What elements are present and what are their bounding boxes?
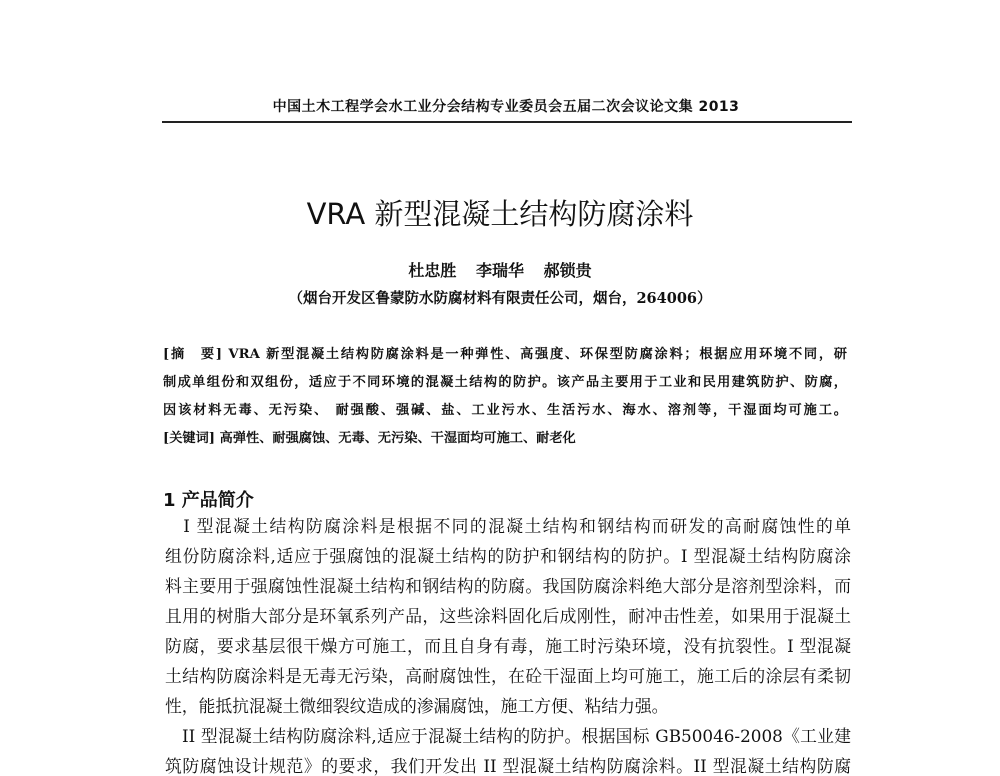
body-line: 组份防腐涂料,适应于强腐蚀的混凝土结构的防护和钢结构的防护。I 型混凝土结构防腐涂 bbox=[165, 546, 851, 566]
running-header: 中国土木工程学会水工业分会结构专业委员会五届二次会议论文集 2013 bbox=[272, 99, 740, 115]
body-line: 且用的树脂大部分是环氧系列产品，这些涂料固化后成刚性，耐冲击性差，如果用于混凝土 bbox=[165, 606, 851, 626]
keywords: [关键词] 高弹性、耐强腐蚀、无毒、无污染、干湿面均可施工、耐老化 bbox=[163, 431, 576, 446]
body-line: 筑防腐蚀设计规范》的要求，我们开发出 II 型混凝土结构防腐涂料。II 型混凝土结构防腐 bbox=[165, 756, 851, 776]
body-line: 性，能抵抗混凝土微细裂纹造成的渗漏腐蚀，施工方便、粘结力强。 bbox=[165, 696, 669, 716]
abstract-line: 因该材料无毒、无污染、 耐强酸、强碱、盐、工业污水、生活污水、海水、溶剂等，干湿面均可施工。 bbox=[163, 403, 847, 418]
body-line: II 型混凝土结构防腐涂料,适应于混凝土结构的防护。根据国标 GB50046-2008《工业建 bbox=[165, 726, 851, 746]
body-line: 料主要用于强腐蚀性混凝土结构和钢结构的防腐。我国防腐涂料绝大部分是溶剂型涂料，而 bbox=[165, 576, 851, 596]
paper-title: VRA 新型混凝土结构防腐涂料 bbox=[306, 197, 694, 231]
abstract-line: [摘 要] VRA 新型混凝土结构防腐涂料是一种弹性、高强度、环保型防腐涂料；根据应用环境不同，研 bbox=[163, 347, 847, 362]
body-line: I 型混凝土结构防腐涂料是根据不同的混凝土结构和钢结构而研发的高耐腐蚀性的单 bbox=[165, 516, 851, 536]
authors: 杜忠胜 李瑞华 郝锁贵 bbox=[408, 261, 592, 280]
header-rule bbox=[162, 121, 852, 123]
body-line: 防腐，要求基层很干燥方可施工，而且自身有毒，施工时污染环境，没有抗裂性。I 型混凝 bbox=[165, 636, 851, 656]
body-line: 土结构防腐涂料是无毒无污染，高耐腐蚀性，在砼干湿面上均可施工，施工后的涂层有柔韧 bbox=[165, 666, 851, 686]
affiliation: （烟台开发区鲁蒙防水防腐材料有限责任公司，烟台，264006） bbox=[288, 290, 712, 307]
section-heading: 1 产品简介 bbox=[163, 490, 254, 511]
abstract-line: 制成单组份和双组份，适应于不同环境的混凝土结构的防护。该产品主要用于工业和民用建筑防护、防腐， bbox=[163, 375, 847, 390]
